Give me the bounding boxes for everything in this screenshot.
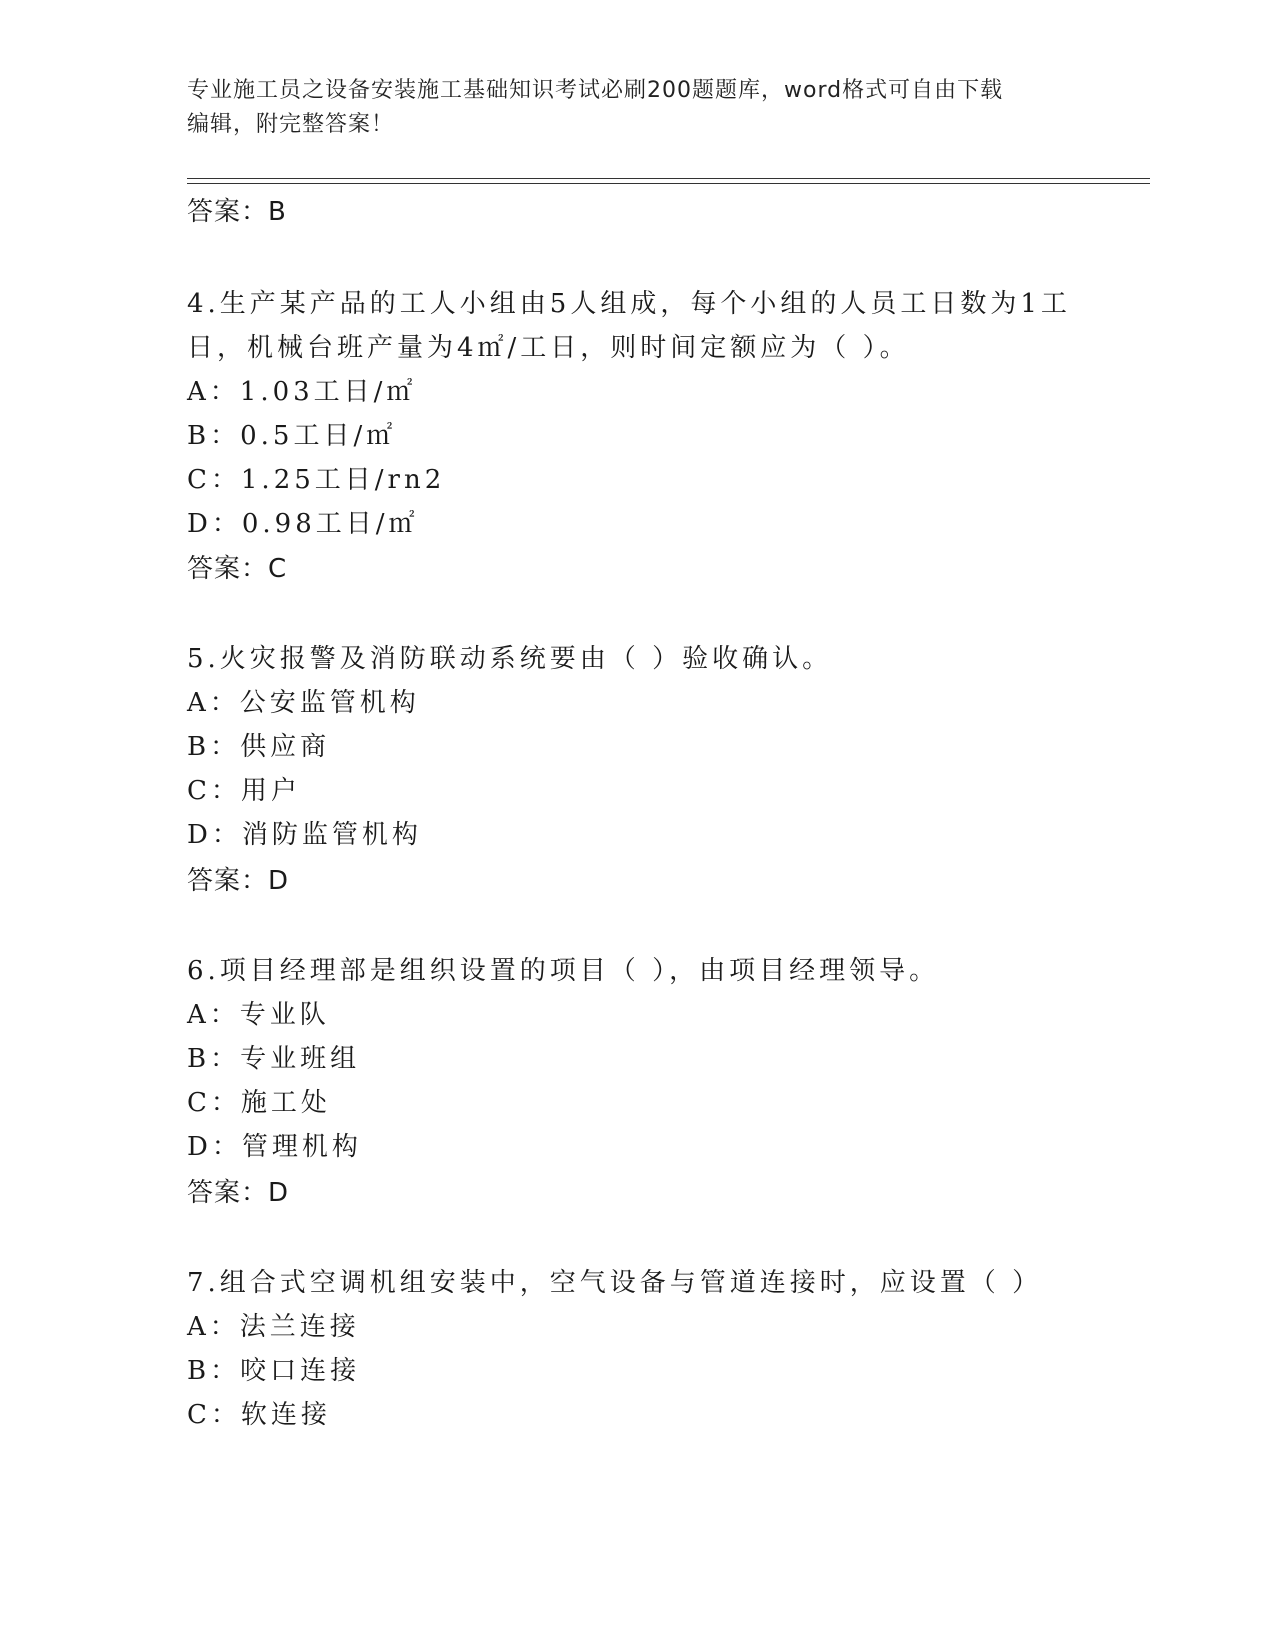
header-line-2: 编辑，附完整答案！ <box>187 112 395 137</box>
answer-q6: 答案：D <box>187 1178 290 1208</box>
question-6-option-a: A：专业队 <box>187 1000 330 1030</box>
answer-q3: 答案：B <box>187 197 287 227</box>
header-divider-bottom <box>187 183 1150 184</box>
question-6-text: 6.项目经理部是组织设置的项目（ ），由项目经理领导。 <box>187 956 940 986</box>
question-5-text: 5.火灾报警及消防联动系统要由（ ）验收确认。 <box>187 644 833 674</box>
question-4-text-line-2: 日，机械台班产量为4㎡/工日，则时间定额应为（ ）。 <box>187 333 910 363</box>
question-4-option-b: B：0.5工日/㎡ <box>187 421 397 451</box>
header-divider-top <box>187 178 1150 179</box>
question-7-option-b: B：咬口连接 <box>187 1356 361 1386</box>
question-7-option-a: A：法兰连接 <box>187 1312 360 1342</box>
question-5-option-d: D：消防监管机构 <box>187 820 422 850</box>
page-header <box>187 74 1067 142</box>
question-5-option-c: C：用户 <box>187 776 301 806</box>
question-7-text: 7.组合式空调机组安装中，空气设备与管道连接时，应设置（ ） <box>187 1268 1043 1298</box>
question-4-option-a: A：1.03工日/㎡ <box>187 377 417 407</box>
answer-q4: 答案：C <box>187 554 288 584</box>
question-6-option-c: C：施工处 <box>187 1088 331 1118</box>
header-line-1: 专业施工员之设备安装施工基础知识考试必刷200题题库，word格式可自由下载 <box>187 78 1004 103</box>
question-4-text-line-1: 4.生产某产品的工人小组由5人组成，每个小组的人员工日数为1工 <box>187 289 1071 319</box>
question-5-option-b: B：供应商 <box>187 732 331 762</box>
question-6-option-b: B：专业班组 <box>187 1044 361 1074</box>
question-4-option-c: C：1.25工日/rn2 <box>187 465 446 495</box>
question-5-option-a: A：公安监管机构 <box>187 688 420 718</box>
question-7-option-c: C：软连接 <box>187 1400 331 1430</box>
answer-q5: 答案：D <box>187 866 290 896</box>
question-4-option-d: D：0.98工日/㎡ <box>187 509 419 539</box>
question-6-option-d: D：管理机构 <box>187 1132 362 1162</box>
